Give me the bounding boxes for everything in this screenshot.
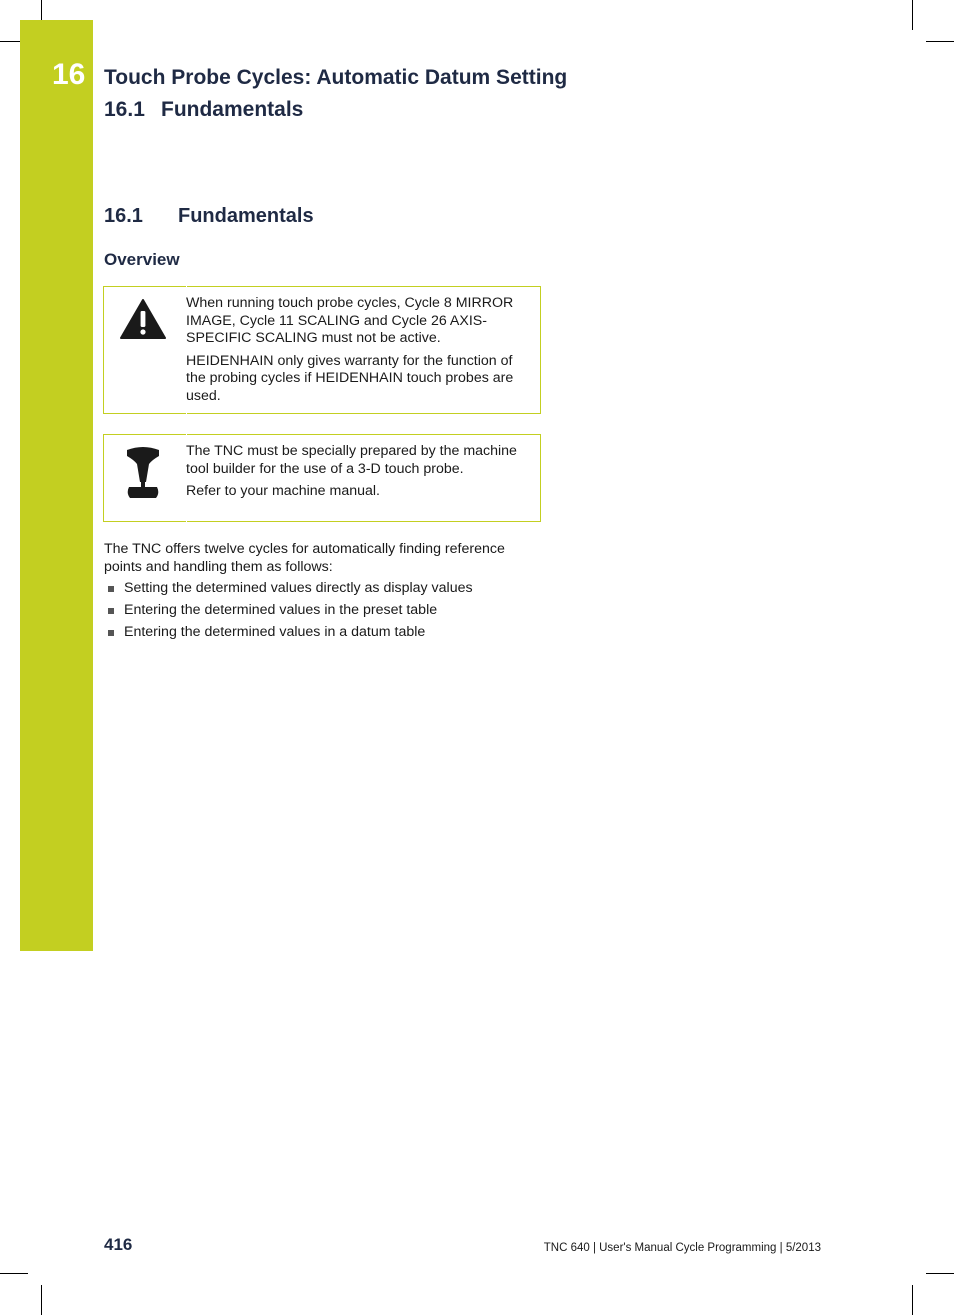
- bullet-icon: [108, 630, 114, 636]
- crop-mark: [0, 41, 20, 42]
- bullet-list: [104, 580, 473, 646]
- crop-mark: [912, 1285, 913, 1315]
- crop-mark: [0, 1273, 28, 1274]
- crop-mark: [41, 0, 42, 20]
- chapter-number: 16: [52, 58, 86, 91]
- note-paragraph: HEIDENHAIN only gives warranty for the function of the probing cycles if HEIDENHAIN touch probes are used.: [186, 352, 514, 404]
- bullet-icon: [108, 586, 114, 592]
- machine-tool-icon: [124, 446, 162, 505]
- running-section-title: [104, 98, 303, 122]
- page-number: 416: [104, 1235, 133, 1254]
- running-chapter-title: Touch Probe Cycles: Automatic Datum Setting: [104, 66, 568, 89]
- running-section-number: 16.1: [104, 98, 145, 121]
- list-item: Setting the determined values directly as display values: [104, 580, 473, 602]
- intro-paragraph: The TNC offers twelve cycles for automatically finding reference points and handling them as follows:: [104, 541, 505, 575]
- warning-icon: [119, 298, 167, 345]
- crop-mark: [926, 41, 954, 42]
- machine-note-text: [186, 443, 528, 506]
- list-item: Entering the determined values in a datum table: [104, 624, 473, 646]
- list-item: Entering the determined values in the preset table: [104, 602, 473, 624]
- warning-note: [103, 286, 541, 414]
- note-paragraph: Refer to your machine manual.: [186, 483, 380, 500]
- crop-mark: [926, 1273, 954, 1274]
- section-name: Fundamentals: [178, 205, 314, 227]
- running-section-name: Fundamentals: [161, 98, 304, 121]
- crop-mark: [912, 0, 913, 30]
- note-paragraph: The TNC must be specially prepared by the machine tool builder for the use of a 3-D touch probe.: [186, 443, 517, 477]
- section-heading: [104, 205, 314, 228]
- subheading-overview: Overview: [104, 250, 180, 269]
- machine-note: [103, 434, 541, 522]
- note-paragraph: When running touch probe cycles, Cycle 8 MIRROR IMAGE, Cycle 11 SCALING and Cycle 26 AXIS-SPECIFIC SCALING must not be active.: [186, 295, 514, 347]
- crop-mark: [41, 1285, 42, 1315]
- warning-note-text: [186, 295, 528, 411]
- section-number: 16.1: [104, 205, 143, 227]
- chapter-tab: [20, 20, 93, 951]
- footer-text: TNC 640 | User's Manual Cycle Programming | 5/2013: [543, 1242, 821, 1254]
- bullet-icon: [108, 608, 114, 614]
